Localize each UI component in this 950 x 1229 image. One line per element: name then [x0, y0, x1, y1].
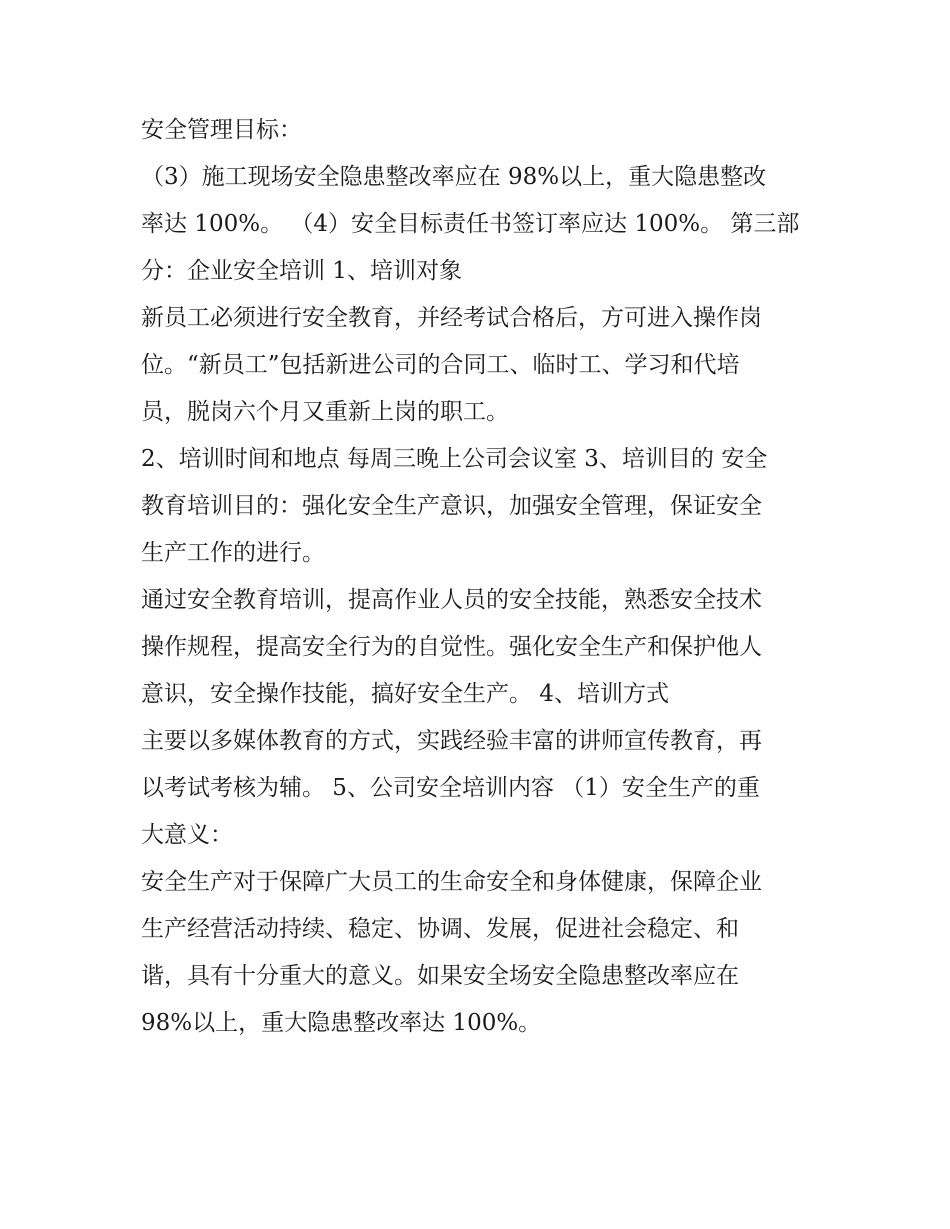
text-line: 率达 100%。 （4）安全目标责任书签订率应达 100%。 第三部	[141, 211, 800, 237]
text-line: 操作规程，提高安全行为的自觉性。强化安全生产和保护他人	[141, 634, 762, 660]
text-line: 以考试考核为辅。 5、公司安全培训内容 （1）安全生产的重	[141, 775, 760, 801]
text-line: 新员工必须进行安全教育，并经考试合格后，方可进入操作岗	[141, 305, 762, 331]
text-line: 主要以多媒体教育的方式，实践经验丰富的讲师宣传教育，再	[141, 728, 762, 754]
text-line: 意识，安全操作技能，搞好安全生产。 4、培训方式	[141, 681, 669, 707]
text-line: 安全管理目标：	[141, 117, 302, 143]
text-line: 生产经营活动持续、稳定、协调、发展，促进社会稳定、和	[141, 916, 739, 942]
text-line: 教育培训目的：强化安全生产意识，加强安全管理，保证安全	[141, 493, 762, 519]
text-line: （3）施工现场安全隐患整改率应在 98%以上，重大隐患整改	[141, 164, 767, 190]
text-line: 安全生产对于保障广大员工的生命安全和身体健康，保障企业	[141, 869, 762, 895]
text-line: 谐，具有十分重大的意义。如果安全场安全隐患整改率应在	[141, 963, 739, 989]
text-line: 员，脱岗六个月又重新上岗的职工。	[141, 399, 509, 425]
text-line: 分：企业安全培训 1、培训对象	[141, 258, 462, 284]
text-line: 生产工作的进行。	[141, 540, 325, 566]
text-line: 大意义：	[141, 822, 233, 848]
text-line: 98%以上，重大隐患整改率达 100%。	[141, 1010, 542, 1036]
document-body	[141, 107, 821, 1047]
text-line: 位。“新员工”包括新进公司的合同工、临时工、学习和代培	[141, 352, 740, 378]
text-line: 通过安全教育培训，提高作业人员的安全技能，熟悉安全技术	[141, 587, 762, 613]
text-line: 2、培训时间和地点 每周三晚上公司会议室 3、培训目的 安全	[141, 446, 768, 472]
